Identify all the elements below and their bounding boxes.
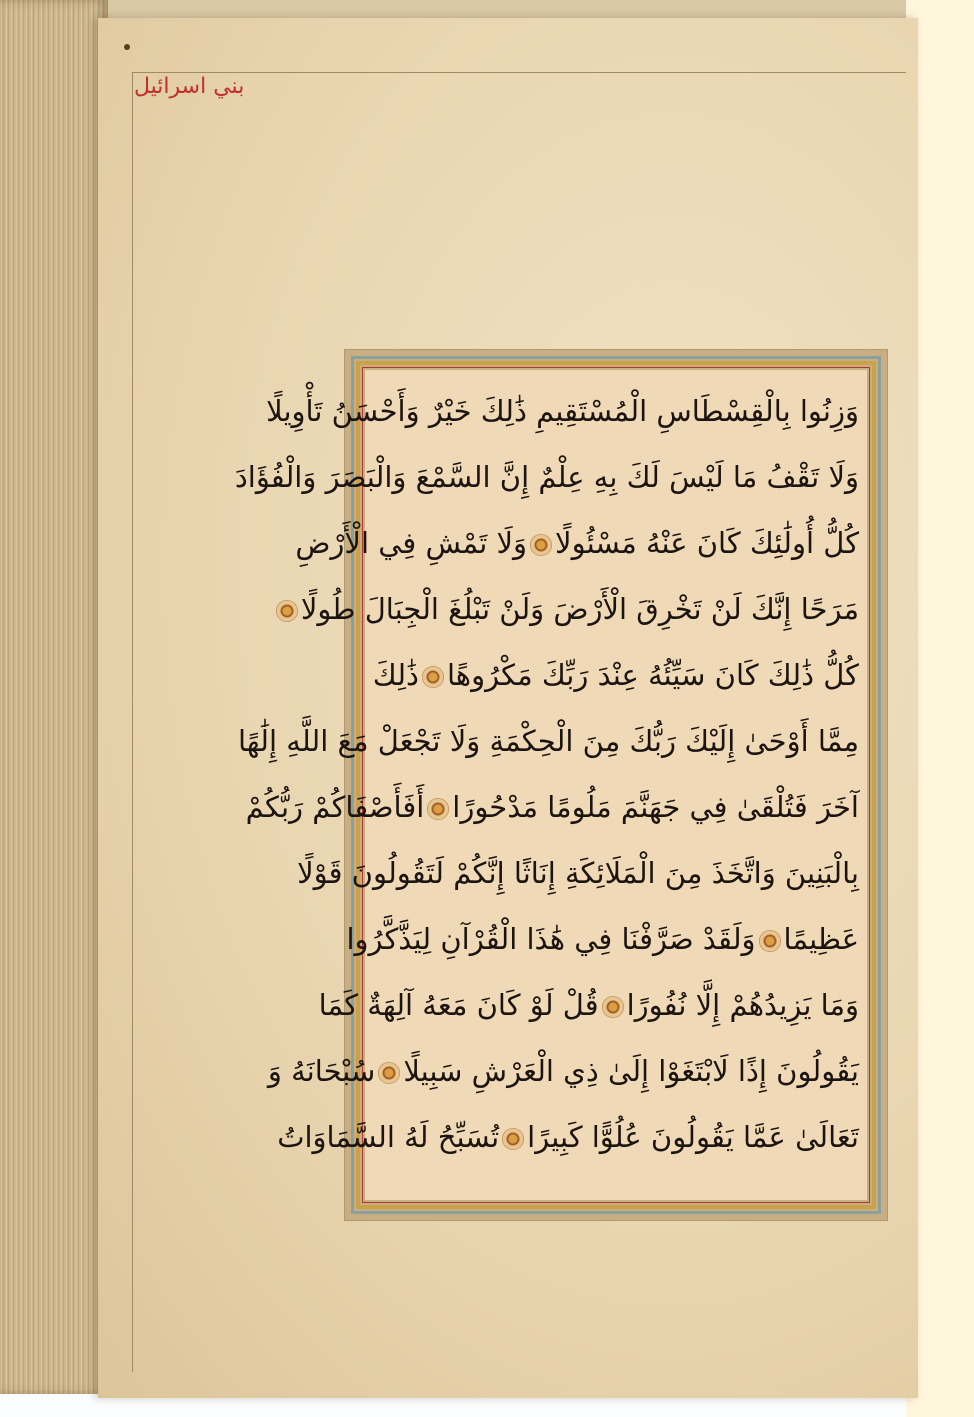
line-segment: بِالْبَنِينَ وَاتَّخَذَ مِنَ الْمَلَائِكَةِ إِنَاثًا إِنَّكُمْ لَتَقُولُونَ قَوْلًا <box>297 856 859 890</box>
line-segment: آخَرَ فَتُلْقَىٰ فِي جَهَنَّمَ مَلُومًا مَدْحُورًا <box>452 790 859 824</box>
line-segment: تُسَبِّحُ لَهُ السَّمَاوَاتُ <box>277 1120 500 1154</box>
text-line <box>277 1104 859 1170</box>
line-segment: عَظِيمًا <box>783 922 859 956</box>
text-panel <box>234 350 887 1220</box>
text-line <box>318 972 859 1038</box>
page-edges <box>0 0 108 1394</box>
text-line <box>300 576 859 642</box>
verse-marker-icon <box>427 798 449 820</box>
text-line <box>237 708 859 774</box>
ink-dot <box>124 44 130 50</box>
line-segment: وَلَقَدْ صَرَّفْنَا فِي هَٰذَا الْقُرْآنِ لِيَذَّكَّرُوا <box>346 922 756 956</box>
verse-marker-icon <box>276 600 298 622</box>
line-segment: وَزِنُوا بِالْقِسْطَاسِ الْمُسْتَقِيمِ ذَٰلِكَ خَيْرٌ وَأَحْسَنُ تَأْوِيلًا <box>266 394 859 428</box>
line-segment: وَمَا يَزِيدُهُمْ إِلَّا نُفُورًا <box>626 988 859 1022</box>
verse-marker-icon <box>378 1062 400 1084</box>
line-segment: وَلَا تَقْفُ مَا لَيْسَ لَكَ بِهِ عِلْمٌ إِنَّ السَّمْعَ وَالْبَصَرَ وَالْفُؤَادَ <box>234 460 859 494</box>
margin-rule-horizontal <box>132 72 906 73</box>
line-segment: يَقُولُونَ إِذًا لَابْتَغَوْا إِلَىٰ ذِي الْعَرْشِ سَبِيلًا <box>403 1054 859 1088</box>
text-line <box>267 1038 859 1104</box>
verse-marker-icon <box>422 666 444 688</box>
verse-marker-icon <box>602 996 624 1018</box>
verse-marker-icon <box>759 930 781 952</box>
line-segment: وَلَا تَمْشِ فِي الْأَرْضِ <box>295 526 528 560</box>
text-line <box>266 378 859 444</box>
line-segment: كُلُّ ذَٰلِكَ كَانَ سَيِّئُهُ عِنْدَ رَبِّكَ مَكْرُوهًا <box>446 658 859 692</box>
line-segment: سُبْحَانَهُ وَ <box>267 1054 376 1088</box>
line-segment: كُلُّ أُولَٰئِكَ كَانَ عَنْهُ مَسْئُولًا <box>555 526 859 560</box>
margin-rule-vertical <box>132 72 133 1372</box>
text-line <box>245 774 859 840</box>
verse-marker-icon <box>530 534 552 556</box>
text-line <box>297 840 859 906</box>
line-segment: أَفَأَصْفَاكُمْ رَبُّكُمْ <box>245 790 425 824</box>
text-line <box>234 444 859 510</box>
text-line <box>372 642 859 708</box>
text-area <box>234 370 867 1200</box>
verse-marker-icon <box>502 1128 524 1150</box>
chapter-heading: بني اسرائيل <box>134 74 245 99</box>
line-segment: تَعَالَىٰ عَمَّا يَقُولُونَ عُلُوًّا كَبِيرًا <box>527 1120 859 1154</box>
text-line <box>295 510 859 576</box>
text-line <box>346 906 859 972</box>
line-segment: مَرَحًا إِنَّكَ لَنْ تَخْرِقَ الْأَرْضَ وَلَنْ تَبْلُغَ الْجِبَالَ طُولًا <box>300 592 859 626</box>
line-segment: مِمَّا أَوْحَىٰ إِلَيْكَ رَبُّكَ مِنَ الْحِكْمَةِ وَلَا تَجْعَلْ مَعَ اللَّهِ إِلَٰهًا <box>237 724 859 758</box>
line-segment: ذَٰلِكَ <box>372 658 419 692</box>
line-segment: قُلْ لَوْ كَانَ مَعَهُ آلِهَةٌ كَمَا <box>318 988 599 1022</box>
